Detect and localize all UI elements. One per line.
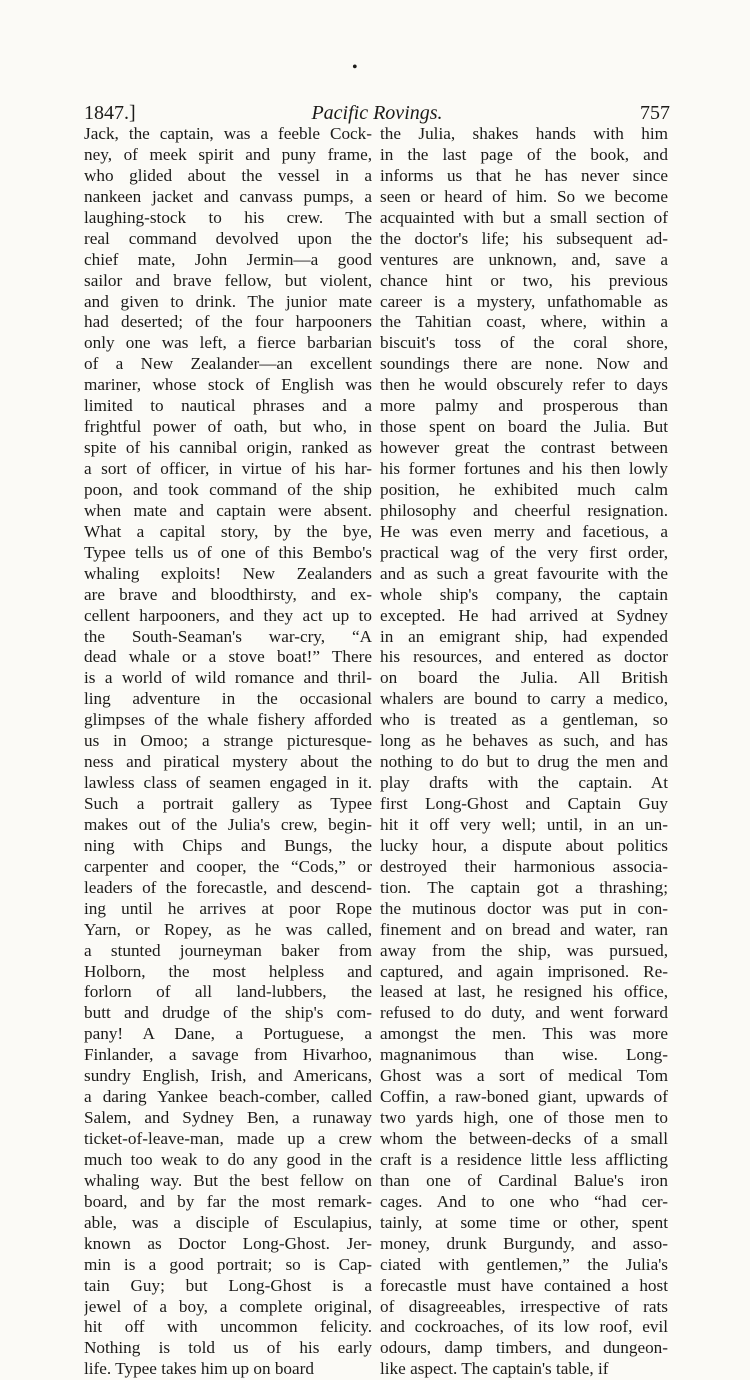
text-line: Coffin, a raw-boned giant, upwards of <box>380 1087 668 1107</box>
text-line: who glided about the vessel in a <box>84 165 372 185</box>
text-line: whalers are bound to carry a medico, <box>380 689 668 709</box>
text-line: play drafts with the captain. At <box>380 773 668 793</box>
text-line: ning with Chips and Bungs, the <box>84 835 372 855</box>
running-header <box>84 100 670 126</box>
text-line: whaling exploits! New Zealanders <box>84 563 372 583</box>
text-line: soundings there are none. Now and <box>380 354 668 374</box>
text-line: two yards high, one of those men to <box>380 1108 668 1128</box>
text-line: a sort of officer, in virtue of his har- <box>84 459 372 478</box>
text-line: refused to do duty, and went forward <box>380 1003 668 1023</box>
text-line: career is a mystery, unfathomable as <box>380 291 668 311</box>
text-line: min is a good portrait; so is Cap- <box>84 1254 372 1274</box>
text-line: dead whale or a stove boat!” There <box>84 647 372 667</box>
text-line: position, he exhibited much calm <box>380 479 668 499</box>
text-line: the Julia, shakes hands with him <box>380 124 668 143</box>
top-dot-mark: • <box>352 59 358 76</box>
text-line: are brave and bloodthirsty, and ex- <box>84 584 372 604</box>
text-line: frightful power of oath, but who, in <box>84 417 372 437</box>
text-line: He was even merry and facetious, a <box>380 521 668 541</box>
text-line: leased at last, he resigned his office, <box>380 982 668 1002</box>
text-line: hit it off very well; until, in an un- <box>380 814 668 834</box>
text-line: practical wag of the very first order, <box>380 542 668 562</box>
text-line: whaling way. But the best fellow on <box>84 1170 372 1190</box>
text-line: life. Typee takes him up on board <box>84 1359 314 1379</box>
text-line: ing until he arrives at poor Rope <box>84 898 372 918</box>
text-line: forecastle must have contained a host <box>380 1275 668 1295</box>
text-line: glimpses of the whale fishery afforded <box>84 710 372 730</box>
text-line: finement and on bread and water, ran <box>380 919 668 939</box>
text-line: in the last page of the book, and <box>380 144 668 164</box>
text-line: long as he behaves as such, and has <box>380 731 668 751</box>
text-line: seen or heard of him. So we become <box>380 186 668 206</box>
text-line: Jack, the captain, was a feeble Cock- <box>84 124 372 143</box>
text-line: tainly, at some time or other, spent <box>380 1212 668 1232</box>
text-line: away from the ship, was pursued, <box>380 940 668 960</box>
text-line: on board the Julia. All British <box>380 668 668 688</box>
text-line: is a world of wild romance and thril- <box>84 668 372 688</box>
text-line: makes out of the Julia's crew, begin- <box>84 814 372 834</box>
text-line: and cockroaches, of its low roof, evil <box>380 1317 668 1337</box>
text-line: who is treated as a gentleman, so <box>380 710 668 730</box>
text-line: us in Omoo; a strange picturesque- <box>84 731 372 751</box>
text-line: nankeen jacket and canvass pumps, a <box>84 186 372 206</box>
text-line: nothing to do but to drug the men and <box>380 752 668 772</box>
text-line: Ghost was a sort of medical Tom <box>380 1066 668 1086</box>
text-line: more palmy and prosperous than <box>380 396 668 416</box>
text-line: forlorn of all land-lubbers, the <box>84 982 372 1002</box>
text-line: and as such a great favourite with the <box>380 563 668 583</box>
text-line: limited to nautical phrases and a <box>84 396 372 416</box>
text-line: only one was left, a fierce barbarian <box>84 333 372 353</box>
text-line: when mate and captain were absent. <box>84 500 372 520</box>
text-line: money, drunk Burgundy, and asso- <box>380 1233 668 1253</box>
text-line: pany! A Dane, a Portuguese, a <box>84 1024 372 1044</box>
text-line: lucky hour, a dispute about politics <box>380 835 668 855</box>
text-line: of a New Zealander—an excellent <box>84 354 372 374</box>
text-line: biscuit's toss of the coral shore, <box>380 333 668 353</box>
text-line: tain Guy; but Long-Ghost is a <box>84 1275 372 1295</box>
text-line: in an emigrant ship, had expended <box>380 626 668 646</box>
text-line: Nothing is told us of his early <box>84 1338 372 1358</box>
text-line: those spent on board the Julia. But <box>380 417 668 437</box>
text-line: a stunted journeyman baker from <box>84 940 372 960</box>
text-line: ness and piratical mystery about the <box>84 752 372 772</box>
text-line: chief mate, John Jermin—a good <box>84 249 372 269</box>
text-line: his former fortunes and his then lowly <box>380 459 668 478</box>
text-line: laughing-stock to his crew. The <box>84 207 372 227</box>
text-line: ling adventure in the occasional <box>84 689 372 709</box>
page-number: 757 <box>640 102 670 124</box>
header-title: Pacific Rovings. <box>311 102 443 124</box>
text-line: and given to drink. The junior mate <box>84 291 372 311</box>
text-line: the mutinous doctor was put in con- <box>380 898 668 918</box>
text-line: jewel of a boy, a complete original, <box>84 1296 372 1316</box>
text-line: the doctor's life; his subsequent ad- <box>380 228 668 248</box>
text-line: able, was a disciple of Esculapius, <box>84 1212 372 1232</box>
right-column <box>380 124 668 1380</box>
text-line: the Tahitian coast, where, within a <box>380 312 668 332</box>
text-line: butt and drudge of the ship's com- <box>84 1003 372 1023</box>
text-line: first Long-Ghost and Captain Guy <box>380 794 668 813</box>
text-line: board, and by far the most remark- <box>84 1191 372 1211</box>
text-line: a daring Yankee beach-comber, called <box>84 1087 372 1107</box>
text-line: carpenter and cooper, the “Cods,” or <box>84 856 372 876</box>
text-line: lawless class of seamen engaged in it. <box>84 773 372 793</box>
text-line: cages. And to one who “had cer- <box>380 1191 668 1211</box>
text-line: Yarn, or Ropey, as he was called, <box>84 919 372 939</box>
text-line: hit off with uncommon felicity. <box>84 1317 372 1337</box>
text-line: Finlander, a savage from Hivarhoo, <box>84 1045 372 1065</box>
text-line: leaders of the forecastle, and descend- <box>84 877 372 897</box>
text-line: than one of Cardinal Balue's iron <box>380 1170 668 1190</box>
text-line: whole ship's company, the captain <box>380 584 668 604</box>
text-line: captured, and again imprisoned. Re- <box>380 961 668 981</box>
text-line: poon, and took command of the ship <box>84 479 372 499</box>
text-line: destroyed their harmonious associa- <box>380 856 668 876</box>
text-line: Such a portrait gallery as Typee <box>84 794 372 813</box>
text-line: spite of his cannibal origin, ranked as <box>84 438 372 458</box>
text-line: What a capital story, by the bye, <box>84 521 372 541</box>
text-line: informs us that he has never since <box>380 165 668 185</box>
text-line: philosophy and cheerful resignation. <box>380 500 668 520</box>
text-line: however great the contrast between <box>380 438 668 458</box>
left-column <box>84 124 372 1380</box>
text-line: chance hint or two, his previous <box>380 270 668 290</box>
text-line: whom the between-decks of a small <box>380 1129 668 1148</box>
text-line: ney, of meek spirit and puny frame, <box>84 144 372 164</box>
text-line: Salem, and Sydney Ben, a runaway <box>84 1108 372 1128</box>
text-line: excepted. He had arrived at Sydney <box>380 605 668 625</box>
text-line: like aspect. The captain's table, if <box>380 1359 609 1379</box>
text-line: odours, damp timbers, and dungeon- <box>380 1338 668 1358</box>
text-line: his resources, and entered as doctor <box>380 647 668 667</box>
text-line: cellent harpooners, and they act up to <box>84 605 372 625</box>
text-line: Typee tells us of one of this Bembo's <box>84 542 372 562</box>
text-line: had deserted; of the four harpooners <box>84 312 372 332</box>
text-line: acquainted with but a small section of <box>380 207 668 227</box>
text-line: the South-Seaman's war-cry, “A <box>84 626 372 646</box>
text-line: mariner, whose stock of English was <box>84 375 372 395</box>
text-line: magnanimous than wise. Long- <box>380 1045 668 1065</box>
text-line: Holborn, the most helpless and <box>84 961 372 981</box>
text-line: amongst the men. This was more <box>380 1024 668 1044</box>
text-line: craft is a residence little less afflicting <box>380 1149 668 1169</box>
text-line: then he would obscurely refer to days <box>380 375 668 395</box>
text-line: sailor and brave fellow, but violent, <box>84 270 372 290</box>
text-line: known as Doctor Long-Ghost. Jer- <box>84 1233 372 1253</box>
text-line: ventures are unknown, and, save a <box>380 249 668 269</box>
text-line: ciated with gentlemen,” the Julia's <box>380 1254 668 1274</box>
text-line: sundry English, Irish, and Americans, <box>84 1066 372 1086</box>
text-line: ticket-of-leave-man, made up a crew <box>84 1129 372 1148</box>
text-line: of disagreeables, irrespective of rats <box>380 1296 668 1316</box>
text-line: much too weak to do any good in the <box>84 1149 372 1169</box>
text-line: tion. The captain got a thrashing; <box>380 877 668 897</box>
header-year: 1847.] <box>84 102 136 124</box>
text-line: real command devolved upon the <box>84 228 372 248</box>
